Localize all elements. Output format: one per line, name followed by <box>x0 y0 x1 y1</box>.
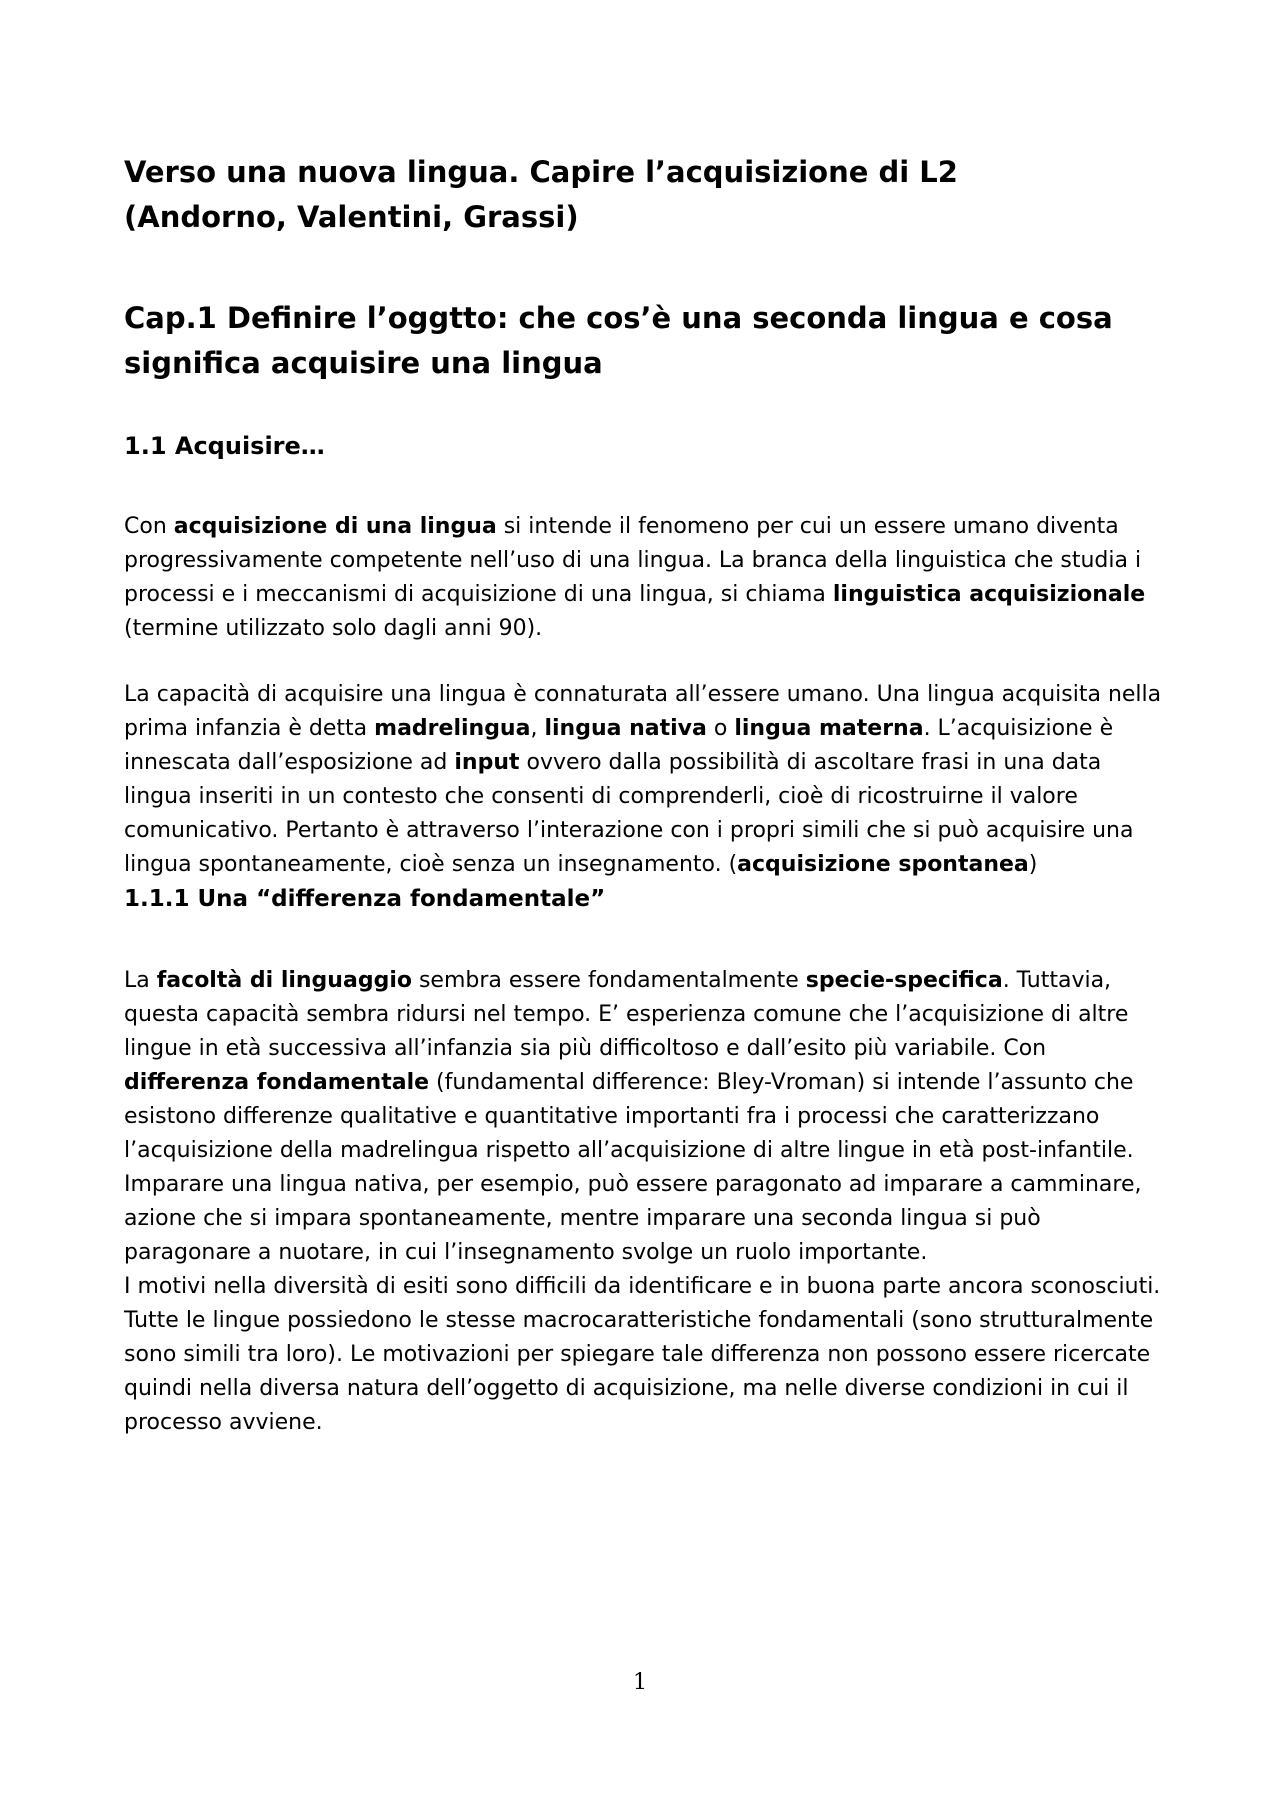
paragraph-acquisizione <box>124 510 1174 646</box>
section-title: 1.1 Acquisire… <box>124 432 325 460</box>
term-facolta-di-linguaggio: facoltà di linguaggio <box>156 968 412 993</box>
page-content <box>124 150 1174 1440</box>
paragraph4-text1: I motivi nella diversità di esiti sono difficili da identificare e in buona parte ancora sconosciuti. Tutte le lingue possiedono le stesse macrocaratteristiche fondamentali (sono strutturalmente sono simili tra loro). Le motivazioni per spiegare tale differenza non possono essere ricercate quindi nella diversa natura dell’oggetto di acquisizione, ma nelle diverse condizioni in cui il processo avviene. <box>124 1274 1161 1435</box>
paragraph1-text3: (termine utilizzato solo dagli anni 90). <box>124 616 543 641</box>
paragraph2-text3: o <box>706 716 735 741</box>
term-acquisizione-spontanea: acquisizione spontanea <box>737 852 1029 877</box>
paragraph-capacita <box>124 678 1174 882</box>
term-specie-specifica: specie-specifica <box>805 968 1003 993</box>
paragraph2-text1: La capacità di acquisire una lingua è connaturata all’essere umano. Una lingua acquisita nella prima infanzia è detta <box>124 682 1162 741</box>
paragraph3-text4: (fundamental difference: Bley-Vroman) si intende l’assunto che esistono differenze qualitative e quantitative importanti fra i processi che caratterizzano l’acquisizione della madrelingua rispetto all’acquisizione di altre lingue in età post-infantile. Imparare una lingua nativa, per esempio, può essere paragonato ad imparare a camminare, azione che si impara spontaneamente, mentre imparare una seconda lingua si può paragonare a nuotare, in cui l’insegnamento svolge un ruolo importante. <box>124 1070 1142 1265</box>
paragraph2-text2: , <box>530 716 545 741</box>
paragraph3-text1: La <box>124 968 157 993</box>
paragraph2-text6: ) <box>1028 852 1038 877</box>
paragraph1-text2: si intende il fenomeno per cui un essere umano diventa progressivamente competente nell’uso di una lingua. La branca della linguistica che studia i processi e i meccanismi di acquisizione di una lingua, si chiama <box>124 514 1142 607</box>
term-lingua-materna: lingua materna <box>734 716 924 741</box>
term-differenza-fondamentale: differenza fondamentale <box>124 1070 430 1095</box>
document-title <box>124 150 1174 240</box>
paragraph-facolta <box>124 964 1174 1270</box>
paragraph2-text5: ovvero dalla possibilità di ascoltare frasi in una data lingua inseriti in un contesto che consenti di comprenderli, cioè di ricostruirne il valore comunicativo. Pertanto è attraverso l’interazione con i propri simili che si può acquisire una lingua spontaneamente, cioè senza un insegnamento. ( <box>124 750 1134 877</box>
chapter-title <box>124 296 1174 386</box>
term-lingua-nativa: lingua nativa <box>544 716 707 741</box>
page-number: 1 <box>633 1670 647 1695</box>
chapter-title-line2: significa acquisire una lingua <box>124 346 603 380</box>
document-title-line1: Verso una nuova lingua. Capire l’acquisizione di L2 <box>124 155 958 189</box>
document-title-line2: (Andorno, Valentini, Grassi) <box>124 200 579 234</box>
subsection-title: 1.1.1 Una “differenza fondamentale” <box>124 886 606 912</box>
term-acquisizione-di-una-lingua: acquisizione di una lingua <box>173 514 497 539</box>
paragraph2-text4: . L’acquisizione è innescata dall’esposizione ad <box>124 716 1114 775</box>
term-input: input <box>454 750 520 775</box>
paragraph3-text2: sembra essere fondamentalmente <box>411 968 806 993</box>
paragraph-motivi <box>124 1270 1174 1440</box>
term-madrelingua: madrelingua <box>374 716 531 741</box>
paragraph3-text3: . Tuttavia, questa capacità sembra ridursi nel tempo. E’ esperienza comune che l’acquisizione di altre lingue in età successiva all’infanzia sia più difficoltoso e dall’esito più variabile. Con <box>124 968 1129 1061</box>
paragraph1-text1: Con <box>124 514 174 539</box>
term-linguistica-acquisizionale: linguistica acquisizionale <box>832 582 1146 607</box>
chapter-title-line1: Cap.1 Definire l’oggtto: che cos’è una seconda lingua e cosa <box>124 301 1113 335</box>
